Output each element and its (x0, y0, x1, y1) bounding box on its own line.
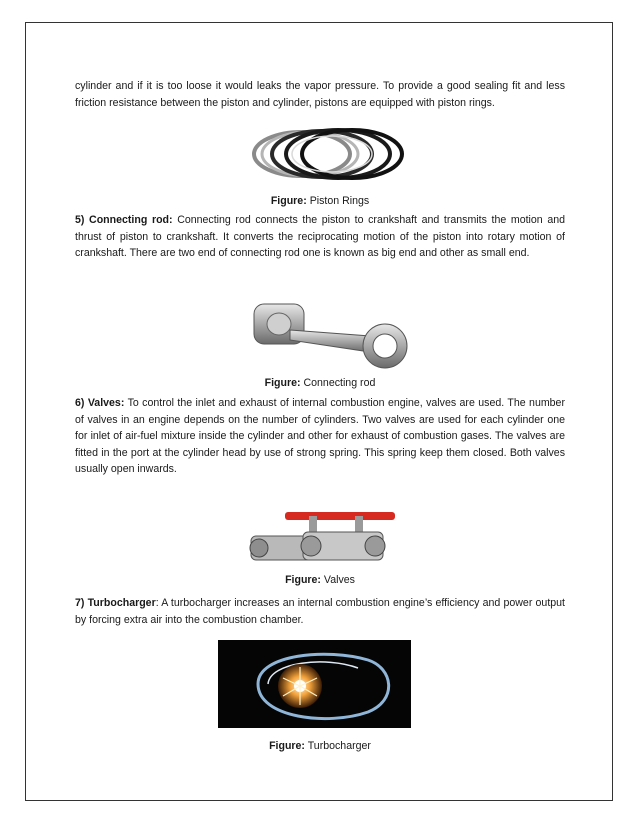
caption-valves (75, 572, 565, 589)
turbocharger-image (218, 640, 411, 728)
caption-text: Connecting rod (303, 377, 376, 389)
section-heading: 7) Turbocharger (75, 597, 156, 609)
caption-connecting-rod (75, 375, 565, 392)
caption-label: Figure: (285, 574, 321, 586)
piston-rings-image (238, 120, 408, 188)
section-heading: 5) Connecting rod: (75, 214, 173, 226)
caption-text: Piston Rings (309, 195, 370, 207)
valves-image (245, 506, 405, 570)
section-heading: 6) Valves: (75, 397, 125, 409)
caption-label: Figure: (270, 195, 307, 207)
caption-turbocharger (75, 738, 565, 755)
section-body: : A turbocharger increases an internal combustion engine’s efficiency and power output by forcing extra air into the combustion chamber. (75, 597, 565, 626)
intro-paragraph: cylinder and if it is too loose it would leaks the vapor pressure. To provide a good sealing fit and less friction resistance between the piston and cylinder, pistons are equipped with piston rings. (75, 80, 565, 109)
valves-paragraph (75, 395, 565, 478)
connecting-rod-image (250, 296, 415, 372)
caption-text: Valves (323, 574, 355, 586)
caption-label: Figure: (269, 740, 305, 752)
caption-text: Turbocharger (307, 740, 371, 752)
caption-label: Figure: (264, 377, 301, 389)
section-body: To control the inlet and exhaust of internal combustion engine, valves are used. The number of valves in an engine depends on the number of cylinders. Two valves are used for each cylinder one for inlet of air-fuel mixture inside the cylinder and other for exhaust of combustion gases. The valves are fitted in the port at the cylinder head by use of strong spring. This spring keep them closed. Both valves usually open inwards. (75, 397, 565, 476)
caption-piston-rings (75, 193, 565, 210)
turbocharger-paragraph (75, 595, 565, 628)
section-body: Connecting rod connects the piston to crankshaft and transmits the motion and thrust of piston to crankshaft. It converts the reciprocating motion of the piston into rotary motion of crankshaft. There are two end of connecting rod one is known as big end and other as small end. (75, 214, 565, 260)
connecting-rod-paragraph (75, 212, 565, 262)
